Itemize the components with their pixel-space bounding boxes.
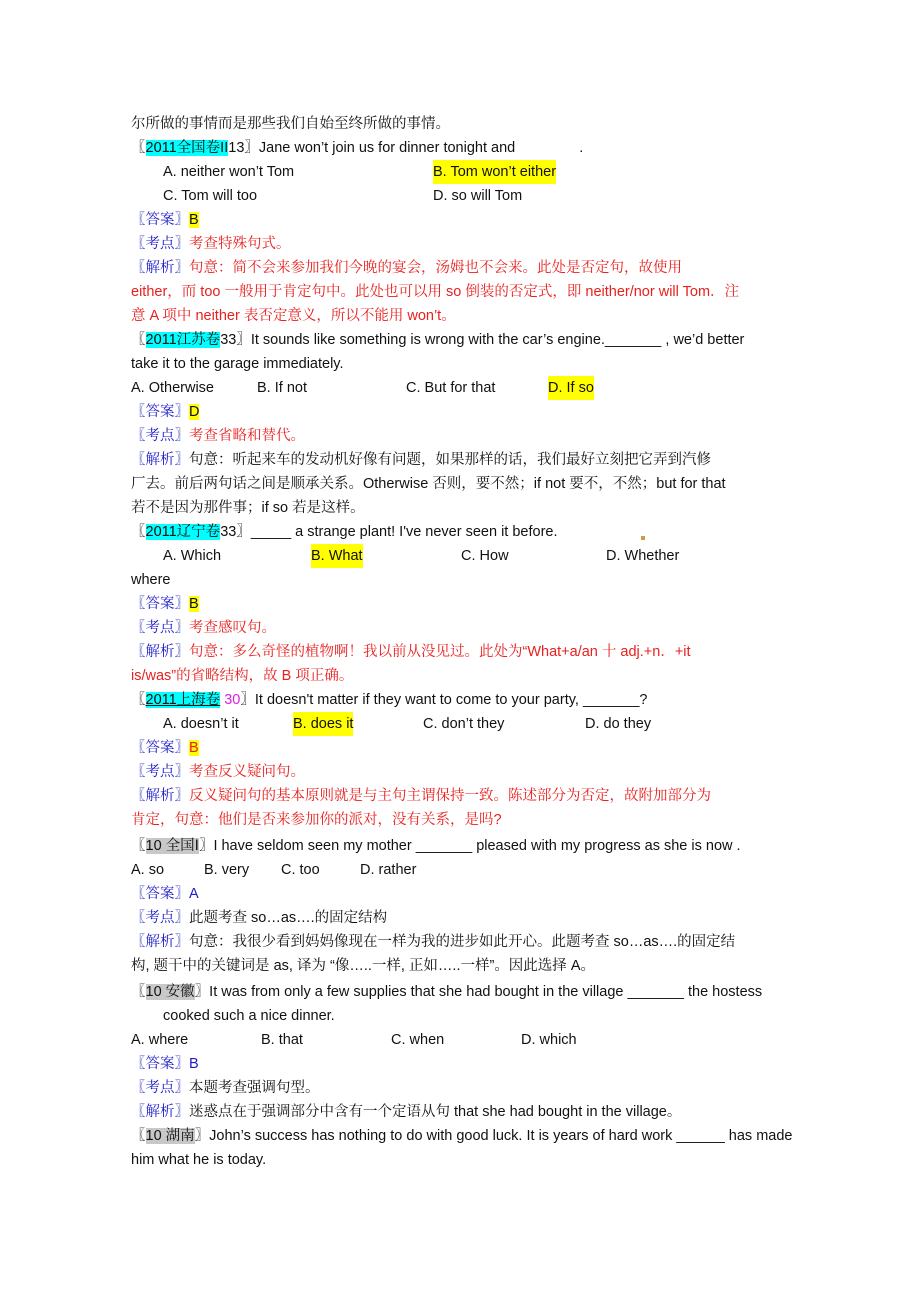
- analysis-label: 〖解析〗: [131, 788, 189, 804]
- point-line: [131, 424, 821, 448]
- analysis-line: [131, 930, 821, 954]
- analysis-text: 构, 题干中的关键词是 as, 译为 “像…..一样, 正如…..一样”。因此选择 A。: [131, 958, 596, 974]
- source-tag: 2011江苏卷: [145, 332, 221, 348]
- bracket-close: 〗: [194, 984, 210, 1000]
- analysis-label: 〖解析〗: [131, 260, 189, 276]
- bracket-open: 〖: [131, 524, 146, 540]
- question-text: John’s success has nothing to do with good luck. It is years of hard work ______ has made: [209, 1128, 793, 1144]
- question-6: [131, 980, 821, 1004]
- option-d: D. which: [521, 1032, 577, 1048]
- options-row: [131, 184, 821, 208]
- point-line: [131, 232, 821, 256]
- analysis-text: 若不是因为那件事；if so 若是这样。: [131, 500, 365, 516]
- point-value: 本题考查强调句型。: [189, 1080, 320, 1096]
- question-text: I have seldom seen my mother _______ pleased with my progress as she is now .: [213, 838, 741, 854]
- answer-label: 〖答案〗: [131, 212, 189, 228]
- options-row: [131, 712, 821, 736]
- option-d: D. If so: [548, 376, 594, 400]
- point-line: [131, 906, 821, 930]
- source-tag: 10 湖南: [145, 1128, 195, 1144]
- analysis-line: [131, 808, 821, 832]
- answer-value: B: [189, 212, 199, 228]
- answer-line: [131, 736, 821, 760]
- option-c: C. How: [461, 548, 509, 564]
- options-row: [131, 544, 821, 568]
- option-d: D. Whether: [606, 548, 680, 564]
- question-text: take it to the garage immediately.: [131, 356, 344, 372]
- bracket-open: 〖: [131, 692, 146, 708]
- analysis-line: [131, 954, 821, 978]
- question-end: .: [579, 140, 584, 156]
- option-c: C. when: [391, 1032, 445, 1048]
- answer-value: A: [189, 886, 199, 902]
- analysis-line: [131, 304, 821, 328]
- analysis-line: [131, 280, 821, 304]
- text-line: [131, 1004, 821, 1028]
- answer-value: B: [189, 1056, 199, 1072]
- option-a: A. Otherwise: [131, 380, 214, 396]
- source-tag: 2011辽宁卷: [145, 524, 221, 540]
- answer-value: B: [189, 740, 199, 756]
- analysis-label: 〖解析〗: [131, 644, 189, 660]
- bracket-close: 〗: [236, 524, 251, 540]
- point-label: 〖考点〗: [131, 236, 189, 252]
- question-number: 30: [224, 692, 241, 708]
- question-1: [131, 136, 821, 160]
- text-line: [131, 568, 821, 592]
- option-e: where: [131, 572, 171, 588]
- point-label: 〖考点〗: [131, 428, 189, 444]
- analysis-text: is/was”的省略结构，故 B 项正确。: [131, 668, 354, 684]
- options-row: [131, 858, 821, 882]
- source-tag: 2011上海卷: [145, 692, 221, 708]
- point-value: 考查省略和替代。: [189, 428, 305, 444]
- answer-line: [131, 400, 821, 424]
- option-d: D. do they: [585, 716, 652, 732]
- bracket-close: 〗: [194, 1128, 210, 1144]
- analysis-text: 句意：简不会来参加我们今晚的宴会，汤姆也不会来。此处是否定句，故使用: [189, 260, 682, 276]
- option-a: A. so: [131, 862, 165, 878]
- answer-label: 〖答案〗: [131, 886, 189, 902]
- bracket-close: 〗: [240, 692, 255, 708]
- paragraph-text: 尔所做的事情而是那些我们自始至终所做的事情。: [131, 116, 450, 132]
- analysis-line: [131, 448, 821, 472]
- bracket-open: 〖: [131, 1128, 146, 1144]
- analysis-label: 〖解析〗: [131, 1104, 189, 1120]
- answer-label: 〖答案〗: [131, 596, 189, 612]
- analysis-text: 句意：我很少看到妈妈像现在一样为我的进步如此开心。此题考查 so…as….的固定结: [189, 934, 736, 950]
- option-b: B. If not: [257, 380, 307, 396]
- analysis-text: 句意：听起来车的发动机好像有问题，如果那样的话，我们最好立刻把它弄到汽修: [189, 452, 711, 468]
- question-3: [131, 520, 821, 544]
- analysis-label: 〖解析〗: [131, 934, 189, 950]
- analysis-text: 反义疑问句的基本原则就是与主句主谓保持一致。陈述部分为否定，故附加部分为: [189, 788, 711, 804]
- option-c: C. Tom will too: [163, 188, 258, 204]
- question-7: [131, 1124, 821, 1148]
- question-text: It doesn't matter if they want to come to your party, _______?: [254, 692, 648, 708]
- option-c: C. too: [281, 862, 320, 878]
- option-b: B. Tom won’t either: [433, 160, 556, 184]
- question-text: Jane won’t join us for dinner tonight and: [258, 140, 516, 156]
- analysis-text: either，而 too 一般用于肯定句中。此处也可以用 so 倒装的否定式，即 neither/nor will Tom．注: [131, 284, 740, 300]
- bracket-open: 〖: [131, 140, 146, 156]
- question-text: It sounds like something is wrong with the car’s engine._______ , we’d better: [250, 332, 745, 348]
- bracket-close: 〗: [244, 140, 259, 156]
- point-label: 〖考点〗: [131, 620, 189, 636]
- analysis-line: [131, 640, 821, 664]
- question-number: 13: [228, 140, 245, 156]
- bracket-open: 〖: [131, 838, 146, 854]
- point-line: [131, 760, 821, 784]
- option-a: A. doesn’t it: [163, 716, 239, 732]
- analysis-text: 肯定，句意：他们是否来参加你的派对，没有关系，是吗?: [131, 812, 502, 828]
- answer-line: [131, 592, 821, 616]
- analysis-line: [131, 664, 821, 688]
- options-row: [131, 376, 821, 400]
- text-line: [131, 1148, 821, 1172]
- answer-line: [131, 1052, 821, 1076]
- option-d: D. so will Tom: [433, 188, 523, 204]
- analysis-line: [131, 256, 821, 280]
- point-line: [131, 1076, 821, 1100]
- answer-line: [131, 208, 821, 232]
- source-tag: 10 全国Ⅰ: [145, 838, 199, 854]
- text-line: [131, 112, 821, 136]
- option-b: B. very: [204, 862, 250, 878]
- bracket-open: 〖: [131, 332, 146, 348]
- option-a: A. Which: [163, 548, 222, 564]
- option-c: C. don’t they: [423, 716, 505, 732]
- analysis-line: [131, 1100, 821, 1124]
- analysis-line: [131, 784, 821, 808]
- point-label: 〖考点〗: [131, 1080, 189, 1096]
- question-5: [131, 834, 821, 858]
- source-tag: 10 安徽: [145, 984, 195, 1000]
- option-b: B. does it: [293, 712, 353, 736]
- answer-line: [131, 882, 821, 906]
- bracket-close: 〗: [198, 838, 214, 854]
- answer-label: 〖答案〗: [131, 1056, 189, 1072]
- bracket-close: 〗: [236, 332, 251, 348]
- answer-value: D: [189, 404, 200, 420]
- analysis-line: [131, 496, 821, 520]
- option-c: C. But for that: [406, 380, 496, 396]
- analysis-text: 意 A 项中 neither 表否定意义，所以不能用 won’t。: [131, 308, 456, 324]
- analysis-text: 迷惑点在于强调部分中含有一个定语从句 that she had bought in the village。: [189, 1104, 682, 1120]
- point-label: 〖考点〗: [131, 764, 189, 780]
- text-line: [131, 352, 821, 376]
- decorative-dot: [641, 536, 645, 540]
- point-value: 考查反义疑问句。: [189, 764, 305, 780]
- analysis-line: [131, 472, 821, 496]
- point-label: 〖考点〗: [131, 910, 189, 926]
- question-text: him what he is today.: [131, 1152, 267, 1168]
- answer-label: 〖答案〗: [131, 404, 189, 420]
- question-number: 33: [220, 524, 237, 540]
- question-text: _____ a strange plant! I've never seen it before.: [250, 524, 558, 540]
- question-4: [131, 688, 821, 712]
- option-b: B. that: [261, 1032, 303, 1048]
- option-a: A. neither won’t Tom: [163, 164, 295, 180]
- analysis-label: 〖解析〗: [131, 452, 189, 468]
- answer-value: B: [189, 596, 199, 612]
- question-number: 33: [220, 332, 237, 348]
- option-d: D. rather: [360, 862, 417, 878]
- question-text: cooked such a nice dinner.: [163, 1008, 335, 1024]
- option-b: B. What: [311, 544, 363, 568]
- bracket-open: 〖: [131, 984, 146, 1000]
- option-a: A. where: [131, 1032, 189, 1048]
- point-line: [131, 616, 821, 640]
- analysis-text: 厂去。前后两句话之间是顺承关系。Otherwise 否则，要不然；if not 要不，不然；but for that: [131, 476, 726, 492]
- answer-label: 〖答案〗: [131, 740, 189, 756]
- question-text: It was from only a few supplies that she had bought in the village _______ the hostess: [209, 984, 763, 1000]
- point-value: 此题考查 so…as….的固定结构: [189, 910, 388, 926]
- options-row: [131, 160, 821, 184]
- source-tag: 2011全国卷II: [145, 140, 229, 156]
- point-value: 考查感叹句。: [189, 620, 276, 636]
- options-row: [131, 1028, 821, 1052]
- analysis-text: 句意：多么奇怪的植物啊！我以前从没见过。此处为“What+a/an 十 adj.+n．+it: [189, 644, 691, 660]
- question-2: [131, 328, 821, 352]
- point-value: 考查特殊句式。: [189, 236, 291, 252]
